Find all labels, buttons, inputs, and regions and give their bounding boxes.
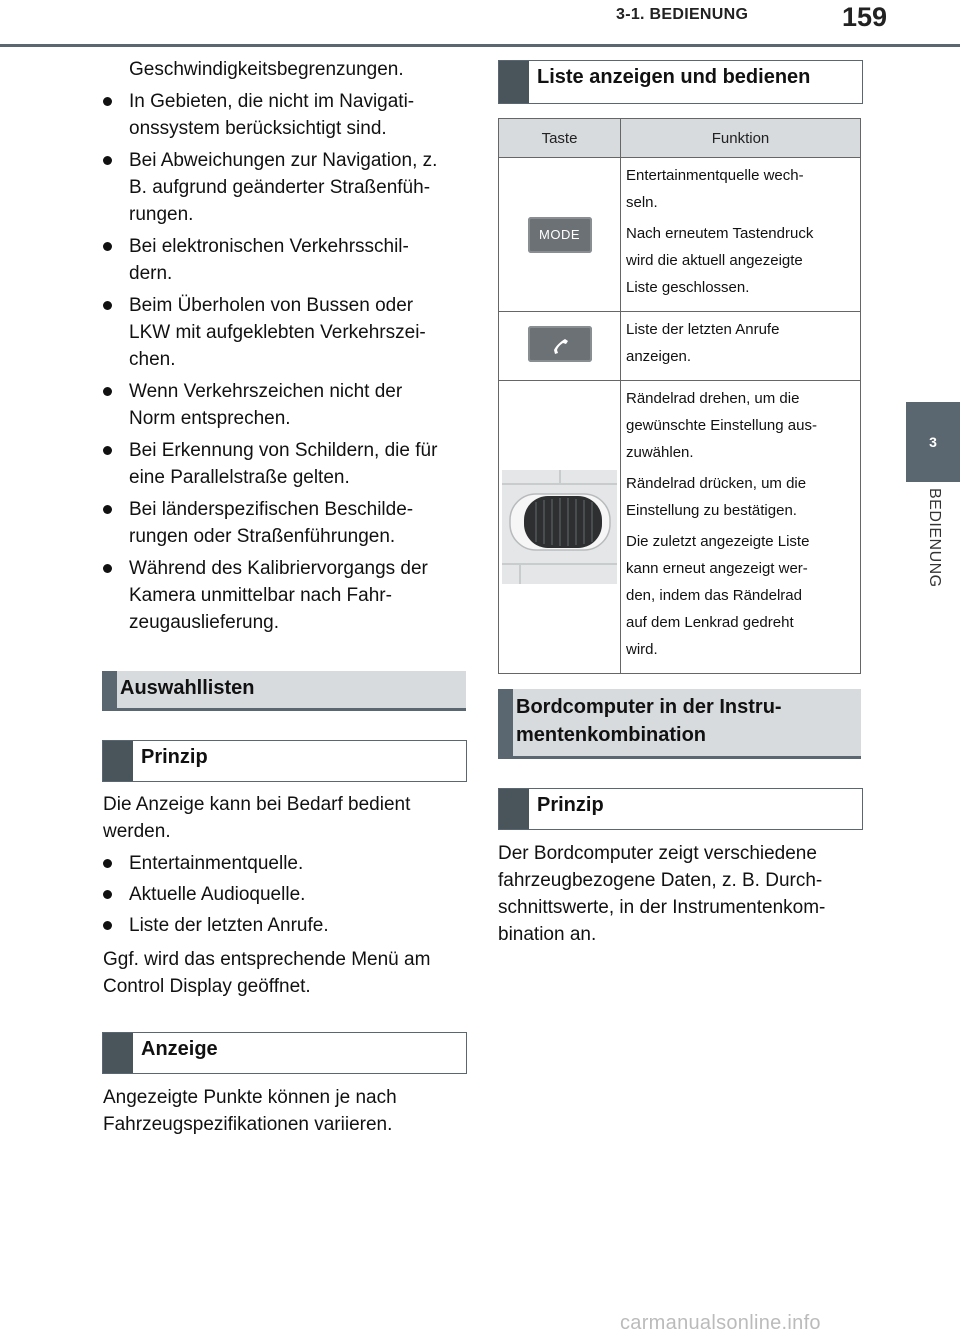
list-item	[103, 437, 463, 491]
heading-liste-anzeigen	[498, 60, 863, 104]
list-item-text	[129, 437, 463, 491]
function-para	[626, 162, 856, 216]
table-cell-function	[621, 381, 861, 674]
chapter-number: 3	[929, 434, 937, 450]
list-item	[103, 147, 463, 228]
text-line: wird.	[626, 641, 658, 658]
text-line: Entertainmentquelle wech-	[626, 167, 804, 184]
list-item-text	[129, 292, 463, 373]
list-item-text: Liste der letzten Anrufe.	[129, 915, 329, 936]
list-item	[103, 496, 463, 550]
list-item	[103, 555, 463, 636]
function-para	[626, 316, 856, 370]
chapter-tab-number	[906, 402, 960, 482]
column-header-taste: Taste	[499, 119, 621, 158]
bullet-dot	[103, 156, 112, 165]
table-header-row	[499, 119, 861, 158]
text-line: Die Anzeige kann bei Bedarf bedient	[103, 794, 411, 815]
text-line: wird die aktuell angezeigte	[626, 252, 803, 269]
list-item	[103, 292, 463, 373]
heading-bar	[499, 61, 529, 103]
text-line: Die zuletzt angezeigte Liste	[626, 533, 810, 550]
function-para	[626, 385, 856, 466]
bullet-dot	[103, 564, 112, 573]
header-rule	[0, 44, 960, 47]
thumbwheel-image	[502, 470, 617, 584]
heading-auswahllisten	[102, 671, 466, 711]
function-para	[626, 220, 856, 301]
list-item-text	[129, 555, 463, 636]
text-line: Wenn Verkehrszeichen nicht der	[129, 381, 403, 402]
prinzip-paragraph	[103, 791, 468, 845]
text-line: chen.	[129, 349, 176, 370]
list-item-text	[129, 378, 463, 432]
list-item-text	[129, 496, 463, 550]
chapter-tab-label	[906, 484, 960, 660]
text-line: Nach erneutem Tastendruck	[626, 225, 814, 242]
text-line: Während des Kalibriervorgangs der	[129, 558, 428, 579]
text-line: Bordcomputer in der Instru-	[516, 696, 782, 718]
heading-prinzip	[102, 740, 467, 782]
text-line: Control Display geöffnet.	[103, 976, 311, 997]
list-item	[103, 850, 463, 877]
heading-bar	[102, 671, 117, 711]
text-line: Bei elektronischen Verkehrsschil-	[129, 236, 409, 257]
table-cell-key	[499, 312, 621, 381]
bullet-dot	[103, 446, 112, 455]
bullet-dot	[103, 387, 112, 396]
heading-label: Auswahllisten	[120, 677, 255, 699]
text-line: auf dem Lenkrad gedreht	[626, 614, 794, 631]
list-item	[103, 88, 463, 142]
text-line: seln.	[626, 194, 658, 211]
text-line: zeugauslieferung.	[129, 612, 279, 633]
text-line: Kamera unmittelbar nach Fahr-	[129, 585, 392, 606]
text-line: den, indem das Rändelrad	[626, 587, 802, 604]
list-item	[103, 378, 463, 432]
phone-icon	[528, 326, 592, 362]
heading-bar	[103, 741, 133, 781]
bullet-dot	[103, 890, 112, 899]
bullet-dot	[103, 97, 112, 106]
page-number: 159	[842, 2, 888, 32]
text-line: rungen oder Straßenführungen.	[129, 526, 396, 547]
thumbwheel-icon	[502, 470, 617, 584]
button-function-table	[498, 118, 861, 674]
text-line: anzeigen.	[626, 348, 692, 365]
text-line: Liste der letzten Anrufe	[626, 321, 780, 338]
bullet-dot	[103, 505, 112, 514]
table-row	[499, 158, 861, 312]
list-item-text: Entertainmentquelle.	[129, 853, 304, 874]
text-line: In Gebieten, die nicht im Navigati-	[129, 91, 415, 112]
anzeige-paragraph	[103, 1084, 468, 1138]
text-line: mentenkombination	[516, 724, 707, 746]
text-line: bination an.	[498, 924, 597, 945]
table-cell-function	[621, 158, 861, 312]
function-para	[626, 528, 856, 663]
table-row	[499, 312, 861, 381]
text-line: onssystem berücksichtigt sind.	[129, 118, 387, 139]
bullet-dot	[103, 859, 112, 868]
heading-bar	[499, 789, 529, 829]
table-cell-key	[499, 381, 621, 674]
function-para	[626, 470, 856, 524]
prinzip-paragraph-2	[103, 946, 468, 1000]
section-title: 3-1. BEDIENUNG	[616, 6, 749, 23]
table-cell-function	[621, 312, 861, 381]
text-line: Fahrzeugspezifikationen variieren.	[103, 1114, 393, 1135]
text-line: Angezeigte Punkte können je nach	[103, 1087, 397, 1108]
heading-label: Anzeige	[141, 1038, 218, 1060]
text-line: Beim Überholen von Bussen oder	[129, 295, 414, 316]
text-line: eine Parallelstraße gelten.	[129, 467, 350, 488]
text-line: B. aufgrund geänderter Straßenfüh-	[129, 177, 431, 198]
heading-prinzip-2	[498, 788, 863, 830]
list-item-text	[129, 147, 463, 228]
list-item	[103, 881, 463, 908]
text-line: dern.	[129, 263, 173, 284]
heading-anzeige	[102, 1032, 467, 1074]
heading-bar	[103, 1033, 133, 1073]
heading-bordcomputer	[498, 689, 861, 759]
watermark: carmanualsonline.info	[620, 1312, 821, 1334]
list-item	[103, 912, 463, 939]
text-line: Bei Abweichungen zur Navigation, z.	[129, 150, 438, 171]
phone-button-icon	[528, 326, 592, 362]
text-line: Ggf. wird das entsprechende Menü am	[103, 949, 431, 970]
text-line: Norm entsprechen.	[129, 408, 291, 429]
text-line: gewünschte Einstellung aus-	[626, 417, 817, 434]
list-item	[103, 233, 463, 287]
bullet-dot	[103, 921, 112, 930]
list-item-text: Aktuelle Audioquelle.	[129, 884, 306, 905]
text-line: zuwählen.	[626, 444, 694, 461]
bordcomputer-paragraph	[498, 840, 868, 948]
heading-label: Prinzip	[537, 794, 604, 816]
chapter-label: BEDIENUNG	[926, 488, 943, 588]
text-line: Der Bordcomputer zeigt verschiedene	[498, 843, 817, 864]
table-cell-key	[499, 158, 621, 312]
heading-label	[516, 693, 782, 749]
heading-bar	[498, 689, 513, 759]
heading-label: Liste anzeigen und bedienen	[537, 66, 811, 88]
intro-line: Geschwindigkeitsbegrenzungen.	[129, 59, 404, 80]
text-line: kann erneut angezeigt wer-	[626, 560, 808, 577]
bullet-dot	[103, 301, 112, 310]
text-line: Einstellung zu bestätigen.	[626, 502, 797, 519]
table-row	[499, 381, 861, 674]
text-line: LKW mit aufgeklebten Verkehrszei-	[129, 322, 426, 343]
text-line: Rändelrad drehen, um die	[626, 390, 800, 407]
column-header-funktion: Funktion	[621, 119, 861, 158]
list-item-text	[129, 233, 463, 287]
text-line: Bei Erkennung von Schildern, die für	[129, 440, 438, 461]
text-line: werden.	[103, 821, 171, 842]
text-line: rungen.	[129, 204, 194, 225]
heading-label: Prinzip	[141, 746, 208, 768]
list-item-text	[129, 88, 463, 142]
mode-button-icon: MODE	[528, 217, 592, 253]
bullet-dot	[103, 242, 112, 251]
text-line: Liste geschlossen.	[626, 279, 750, 296]
text-line: schnittswerte, in der Instrumentenkom-	[498, 897, 826, 918]
text-line: fahrzeugbezogene Daten, z. B. Durch-	[498, 870, 823, 891]
text-line: Rändelrad drücken, um die	[626, 475, 807, 492]
text-line: Bei länderspezifischen Beschilde-	[129, 499, 414, 520]
